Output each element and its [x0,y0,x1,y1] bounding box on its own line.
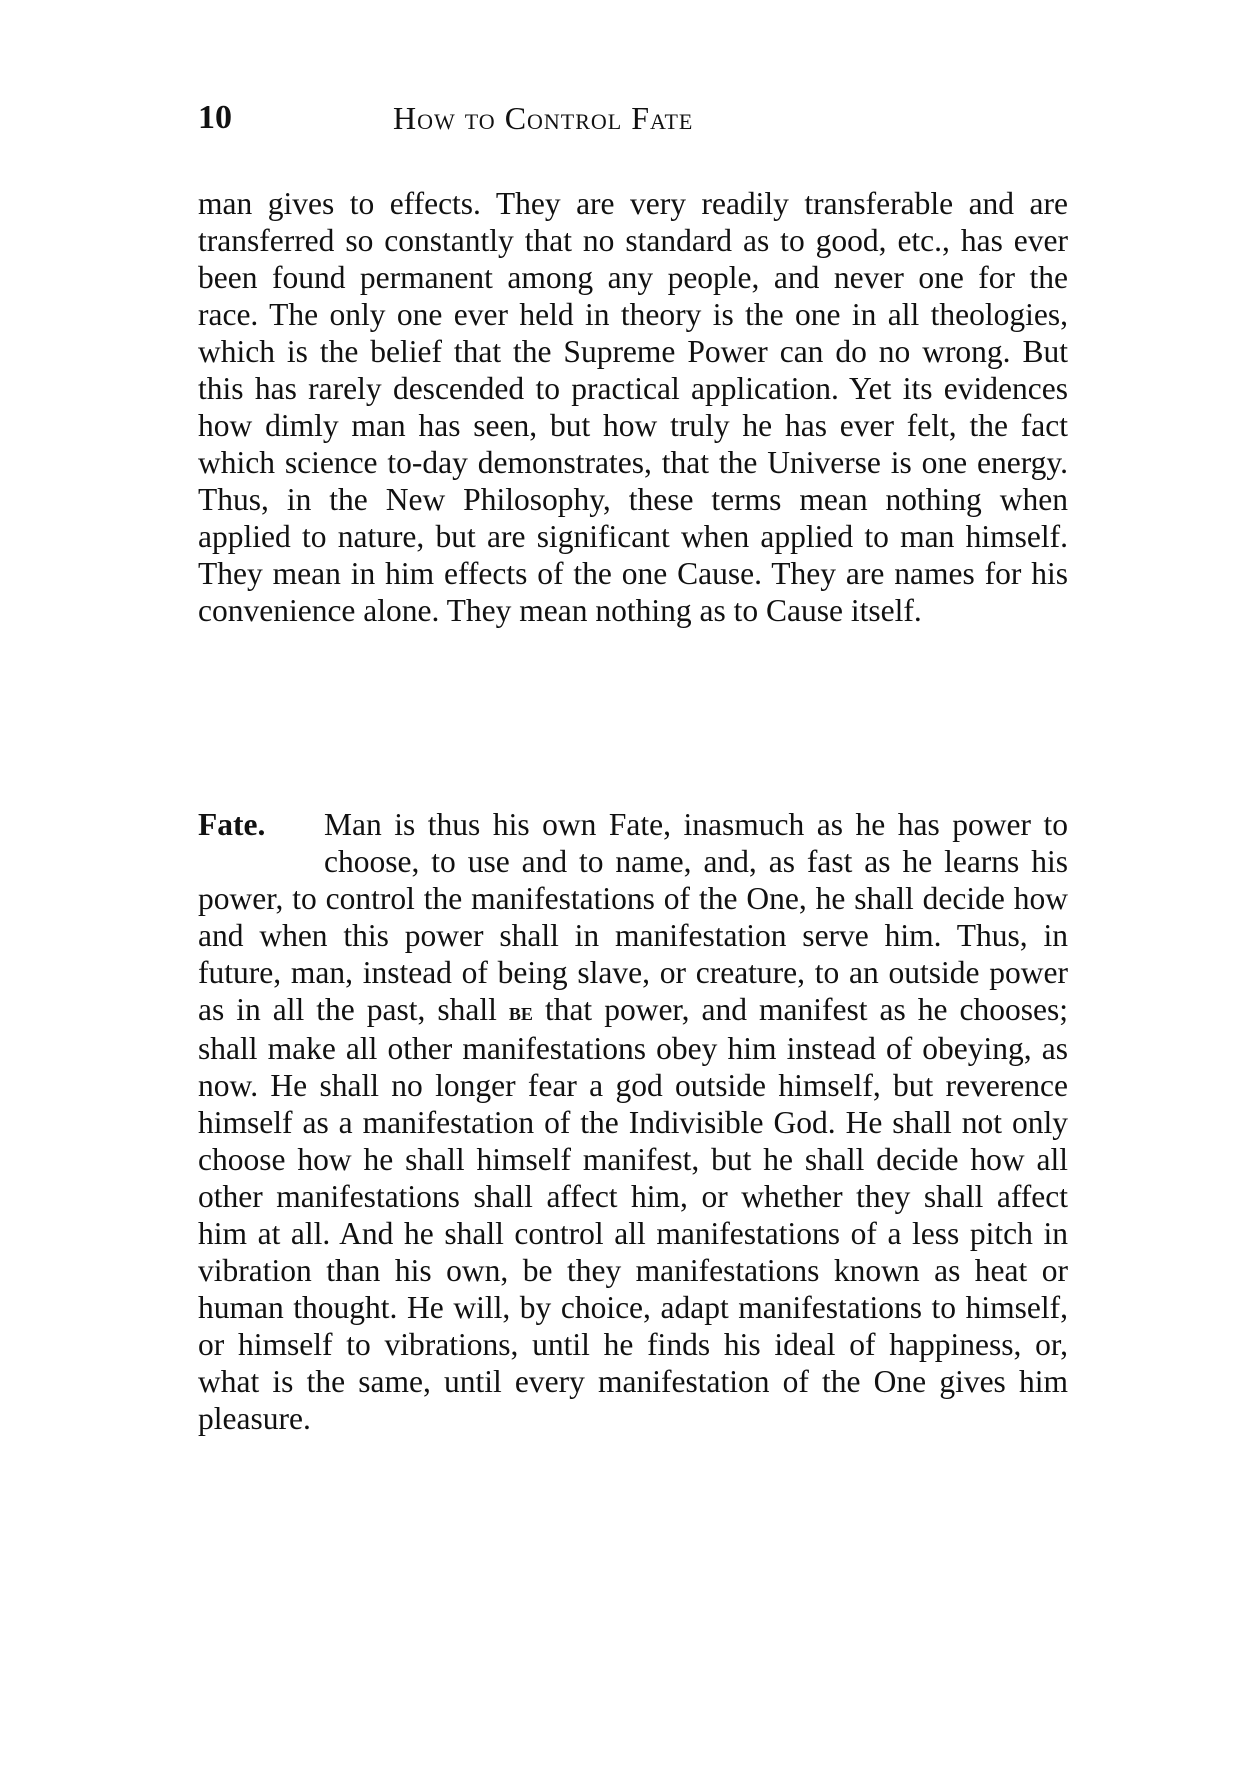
page-header [198,98,1068,148]
page-number: 10 [198,99,232,136]
paragraph-2-text-start: Man is thus his own Fate, inasmuch as he has power to choose, to use and to name, and, as fast as he learns his power, to control the manifestations of the One, he shall decide how and when this power shall in manifestation serve him. Thus, in future, man, instead of being slave, or creature, to an outside power as in all the past, shall [198,807,1068,1027]
running-title: How to Control Fate [393,100,694,136]
paragraph-2 [198,806,1068,1437]
side-heading-fate: Fate. [198,807,266,842]
paragraph-1 [198,185,1068,629]
emphasis-be: be [508,997,533,1026]
paragraph-2-text-end: that power, and manifest as he chooses; shall make all other manifestations obey him instead of obeying, as now. He shall no longer fear a god outside himself, but reverence himself as a manifestation of the Indivisible God. He shall not only choose how he shall himself manifest, but he shall decide how all other manifestations shall affect him, or whether they shall affect him at all. And he shall control all manifestations of a less pitch in vibration than his own, be they manifestations known as heat or human thought. He will, by choice, adapt manifestations to himself, or himself to vibrations, until he finds his ideal of happiness, or, what is the same, until every manifestation of the One gives him pleasure. [198,992,1069,1436]
paragraph-1-text: man gives to effects. They are very readily transferable and are transferred so constantly that no standard as to good, etc., has ever been found permanent among any people, and never one for the race. The only one ever held in theory is the one in all theologies, which is the belief that the Supreme Power can do no wrong. But this has rarely descended to practical application. Yet its evidences how dimly man has seen, but how truly he has ever felt, the fact which science to-day demonstrates, that the Universe is one energy. Thus, in the New Philosophy, these terms mean nothing when applied to nature, but are significant when applied to man himself. They mean in him effects of the one Cause. They are names for his convenience alone. They mean nothing as to Cause itself. [198,186,1068,628]
